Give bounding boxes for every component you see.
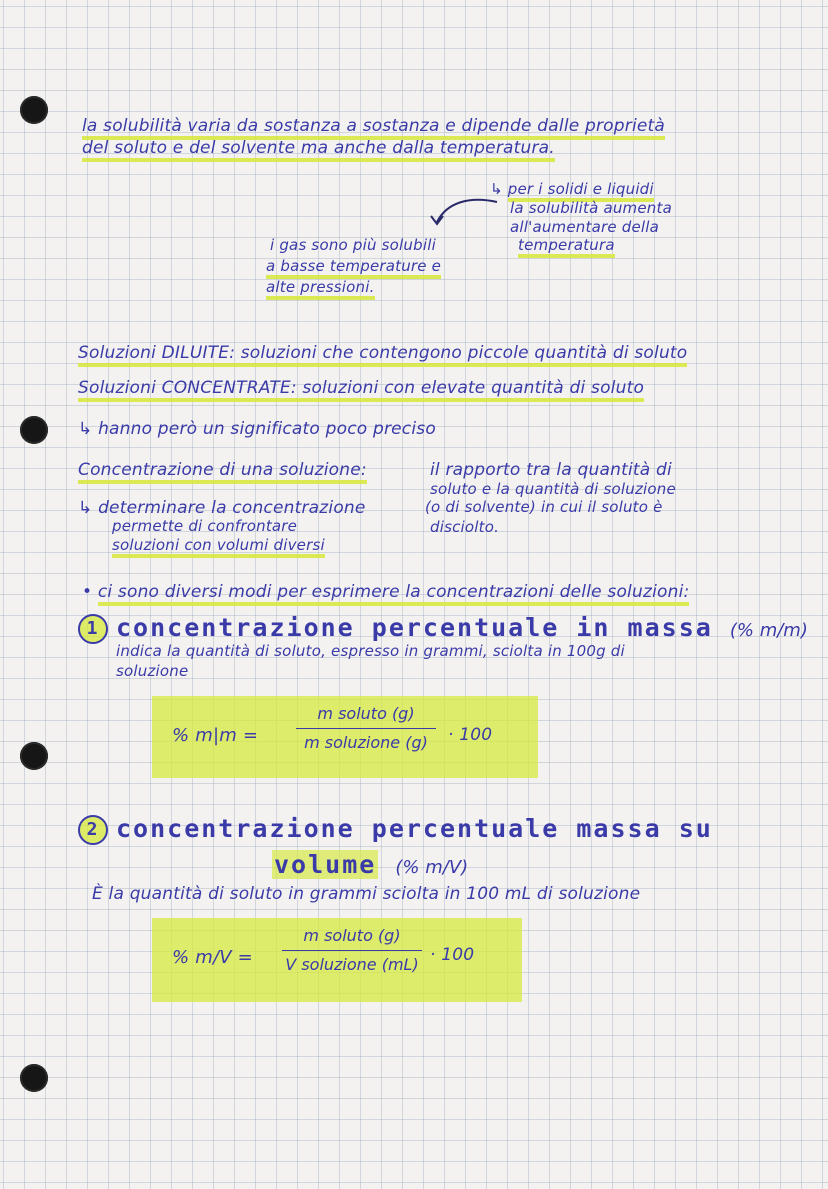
binder-hole bbox=[20, 1064, 48, 1092]
note-right-line-4: temperatura bbox=[518, 236, 615, 258]
conc-side-line-1 bbox=[78, 498, 366, 518]
conc-side-line-3: soluzioni con volumi diversi bbox=[112, 536, 325, 558]
def-concentrate-text: soluzioni con elevate quantità di soluto bbox=[302, 378, 645, 398]
def-diluite bbox=[78, 343, 687, 363]
note-gas-line-2: a basse temperature e bbox=[266, 257, 441, 279]
note-meaning bbox=[78, 419, 436, 439]
intro-line-2 bbox=[82, 138, 555, 158]
section-1-desc-line-2: soluzione bbox=[116, 662, 189, 680]
note-right-line-2: la solubilità aumenta bbox=[510, 199, 672, 217]
def-concentrate bbox=[78, 378, 644, 398]
fraction-bar bbox=[282, 950, 422, 951]
def-concentrate-term: Soluzioni CONCENTRATE: bbox=[78, 378, 297, 398]
section-1-heading bbox=[78, 614, 808, 644]
section-1-unit: (% m/m) bbox=[729, 620, 808, 641]
conc-definition-term: Concentrazione di una soluzione: bbox=[78, 460, 367, 484]
def-diluite-term: Soluzioni DILUITE: bbox=[78, 343, 236, 363]
formula-2-fraction bbox=[282, 925, 422, 976]
arrow-hook-icon: ↳ bbox=[490, 180, 503, 198]
section-1-desc-line-1: indica la quantità di soluto, espresso in grammi, sciolta in 100g di bbox=[116, 642, 625, 660]
section-2-desc: È la quantità di soluto in grammi sciolta in 100 mL di soluzione bbox=[92, 884, 641, 904]
formula-1-fraction bbox=[296, 703, 436, 754]
formula-2-lhs: % m/V = bbox=[172, 947, 253, 968]
conc-definition-line-3: (o di solvente) in cui il soluto è bbox=[425, 498, 663, 516]
conc-definition-term-wrap bbox=[78, 460, 367, 480]
section-2-number: 2 bbox=[78, 815, 108, 845]
note-gas-line-1: i gas sono più solubili bbox=[270, 236, 436, 254]
note-gas-line-3: alte pressioni. bbox=[266, 278, 375, 300]
def-diluite-text: soluzioni che contengono piccole quantità di soluto bbox=[240, 343, 688, 363]
conc-definition-line-1: il rapporto tra la quantità di bbox=[430, 460, 672, 480]
conc-side-line-3-wrap bbox=[112, 537, 325, 554]
note-right-line-4-wrap bbox=[518, 237, 615, 254]
section-1-number: 1 bbox=[78, 614, 108, 644]
formula-1-lhs: % m|m = bbox=[172, 725, 259, 746]
arrow-note-right bbox=[490, 181, 654, 198]
bullet-methods bbox=[82, 582, 689, 602]
formula-2-factor: · 100 bbox=[430, 945, 475, 965]
bullet-methods-text: ci sono diversi modi per esprimere la concentrazioni delle soluzioni: bbox=[98, 582, 690, 606]
bullet-dot: • bbox=[82, 582, 93, 602]
conc-side-line-2: permette di confrontare bbox=[112, 517, 298, 535]
section-1-title: concentrazione percentuale in massa bbox=[116, 613, 713, 642]
note-right-line-3: all'aumentare della bbox=[510, 218, 660, 236]
binder-hole bbox=[20, 742, 48, 770]
intro-line-2-text: del soluto e del solvente ma anche dalla temperatura. bbox=[82, 138, 555, 162]
fraction-bar bbox=[296, 728, 436, 729]
section-2-title-line-1: concentrazione percentuale massa su bbox=[116, 814, 713, 843]
conc-side-line-1-text: determinare la concentrazione bbox=[98, 498, 366, 518]
def-concentrate-wrap bbox=[78, 378, 644, 402]
formula-1-factor: · 100 bbox=[448, 725, 493, 745]
section-2-unit: (% m/V) bbox=[395, 857, 469, 878]
conc-definition-line-4: disciolto. bbox=[430, 518, 500, 536]
formula-1-denominator: m soluzione (g) bbox=[304, 733, 428, 752]
arrow-hook-icon: ↳ bbox=[78, 419, 93, 439]
section-2-heading-line-2 bbox=[272, 851, 468, 879]
def-diluite-wrap bbox=[78, 343, 687, 367]
formula-1-numerator: m soluto (g) bbox=[317, 704, 415, 723]
curved-arrow-icon bbox=[425, 192, 500, 232]
conc-definition-line-2: soluto e la quantità di soluzione bbox=[430, 480, 676, 498]
binder-hole bbox=[20, 96, 48, 124]
note-meaning-text: hanno però un significato poco preciso bbox=[98, 419, 436, 439]
binder-hole bbox=[20, 416, 48, 444]
section-2-heading bbox=[78, 815, 713, 845]
intro-line-1 bbox=[82, 116, 665, 136]
arrow-hook-icon: ↳ bbox=[78, 498, 93, 518]
formula-2-denominator: V soluzione (mL) bbox=[285, 955, 419, 974]
section-2-title-line-2: volume bbox=[274, 850, 377, 879]
note-right-line-1: per i solidi e liquidi bbox=[508, 180, 654, 202]
note-gas-line-2-wrap bbox=[266, 258, 441, 275]
note-gas-line-3-wrap bbox=[266, 279, 375, 296]
intro-line-1-text: la solubilità varia da sostanza a sostanza e dipende dalle proprietà bbox=[82, 116, 665, 140]
formula-2-numerator: m soluto (g) bbox=[303, 926, 401, 945]
